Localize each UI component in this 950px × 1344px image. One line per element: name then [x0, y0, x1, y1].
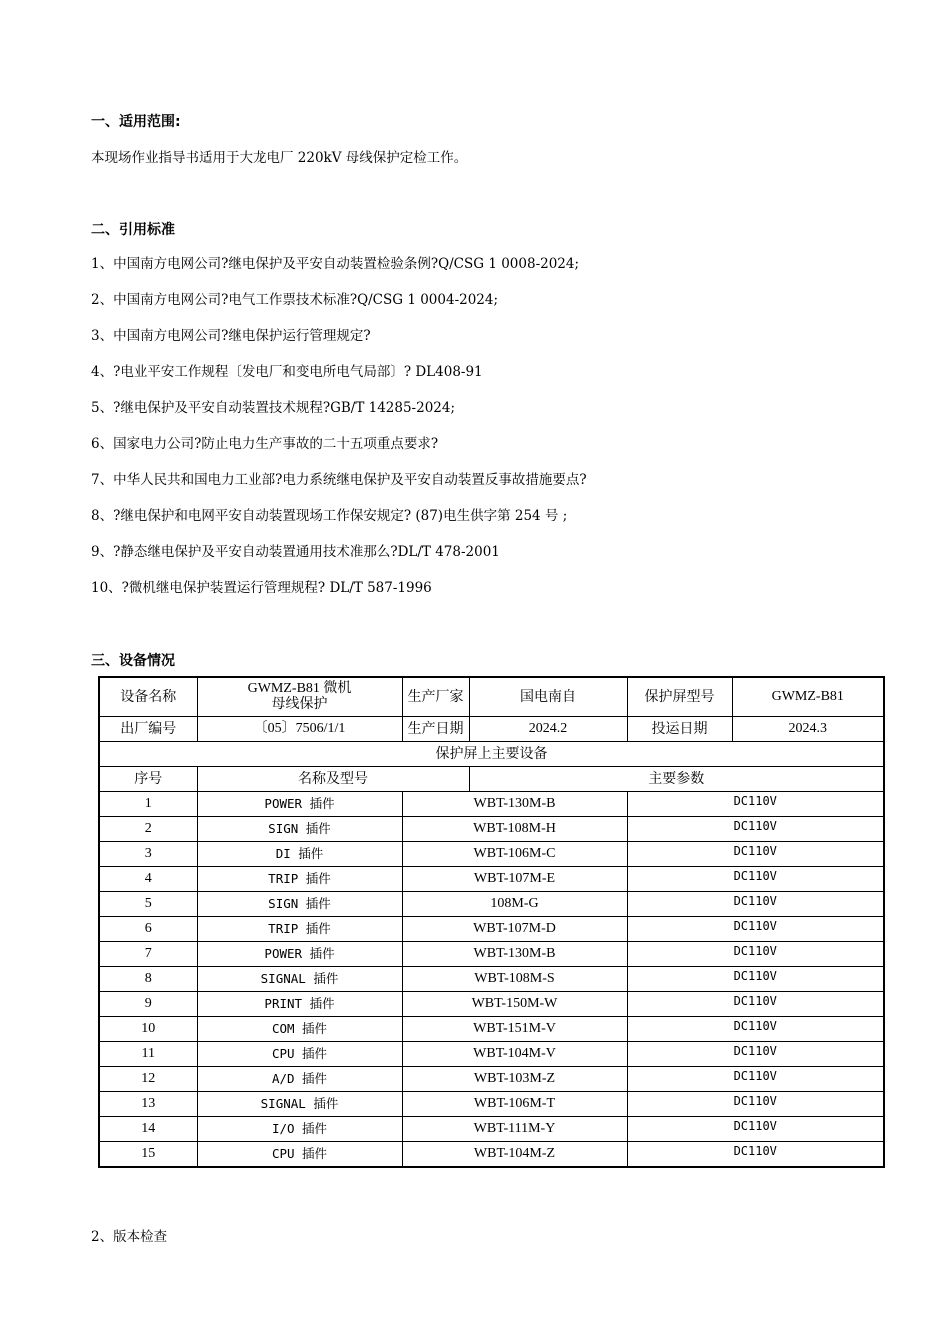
- table-subtitle: 保护屏上主要设备: [99, 742, 884, 767]
- table-row: [99, 1017, 884, 1042]
- row-name: SIGNAL 插件: [197, 1092, 402, 1117]
- row-param: [627, 867, 884, 892]
- row-model: WBT-108M-S: [402, 967, 627, 992]
- row-seq: 3: [99, 842, 197, 867]
- manufacturer-value: 国电南自: [469, 677, 627, 717]
- row-param: [627, 1017, 884, 1042]
- reference-item: 1、中国南方电网公司?继电保护及平安自动装置检验条例?Q/CSG 1 0008-2024;: [91, 256, 580, 272]
- row-param: [627, 1117, 884, 1142]
- row-seq: 15: [99, 1142, 197, 1168]
- row-param-value: DC110V: [733, 1144, 777, 1158]
- row-model: WBT-106M-T: [402, 1092, 627, 1117]
- equipment-table: [98, 676, 885, 1168]
- serial-label: 出厂编号: [99, 717, 197, 742]
- table-row: [99, 942, 884, 967]
- row-model: 108M-G: [402, 892, 627, 917]
- device-name-line1: GWMZ-B81 微机: [247, 681, 352, 696]
- table-row: [99, 1067, 884, 1092]
- version-check-heading: 2、版本检查: [91, 1229, 168, 1245]
- col-params-header: 主要参数: [469, 767, 884, 792]
- reference-item: 8、?继电保护和电网平安自动装置现场工作保安规定? (87)电生供字第 254 号 ;: [91, 508, 568, 524]
- table-row: [99, 1142, 884, 1168]
- section-1-heading: 一、适用范围:: [91, 114, 181, 130]
- row-param-value: DC110V: [733, 1019, 777, 1033]
- reference-item: 7、中华人民共和国电力工业部?电力系统继电保护及平安自动装置反事故措施要点?: [91, 472, 587, 488]
- row-name: PRINT 插件: [197, 992, 402, 1017]
- row-name: I/O 插件: [197, 1117, 402, 1142]
- row-model: WBT-107M-D: [402, 917, 627, 942]
- row-param: [627, 792, 884, 817]
- row-seq: 10: [99, 1017, 197, 1042]
- row-param-value: DC110V: [733, 1094, 777, 1108]
- row-name: A/D 插件: [197, 1067, 402, 1092]
- row-model: WBT-150M-W: [402, 992, 627, 1017]
- row-param-value: DC110V: [733, 969, 777, 983]
- row-seq: 6: [99, 917, 197, 942]
- row-name: POWER 插件: [197, 942, 402, 967]
- reference-item: 10、?微机继电保护装置运行管理规程? DL/T 587-1996: [91, 580, 432, 596]
- row-seq: 13: [99, 1092, 197, 1117]
- row-name: SIGNAL 插件: [197, 967, 402, 992]
- commission-date-label: 投运日期: [627, 717, 732, 742]
- row-param: [627, 942, 884, 967]
- table-subtitle-row: [99, 742, 884, 767]
- row-model: WBT-130M-B: [402, 942, 627, 967]
- row-model: WBT-104M-Z: [402, 1142, 627, 1168]
- col-seq-header: 序号: [99, 767, 197, 792]
- reference-item: 4、?电业平安工作规程〔发电厂和变电所电气局部〕? DL408-91: [91, 364, 483, 380]
- row-model: WBT-111M-Y: [402, 1117, 627, 1142]
- row-seq: 1: [99, 792, 197, 817]
- row-model: WBT-151M-V: [402, 1017, 627, 1042]
- manufacturer-label: 生产厂家: [402, 677, 469, 717]
- prod-date-value: 2024.2: [469, 717, 627, 742]
- row-param: [627, 817, 884, 842]
- row-param: [627, 1067, 884, 1092]
- row-model: WBT-104M-V: [402, 1042, 627, 1067]
- row-param-value: DC110V: [733, 944, 777, 958]
- col-name-model-header: 名称及型号: [197, 767, 469, 792]
- reference-item: 6、国家电力公司?防止电力生产事故的二十五项重点要求?: [91, 436, 439, 452]
- table-column-header-row: [99, 767, 884, 792]
- table-row: [99, 792, 884, 817]
- table-row: [99, 992, 884, 1017]
- commission-date-value: 2024.3: [732, 717, 884, 742]
- row-model: WBT-108M-H: [402, 817, 627, 842]
- row-param: [627, 967, 884, 992]
- row-seq: 5: [99, 892, 197, 917]
- row-name: SIGN 插件: [197, 817, 402, 842]
- screen-model-label: 保护屏型号: [627, 677, 732, 717]
- row-param: [627, 892, 884, 917]
- serial-value: 〔05〕7506/1/1: [197, 717, 402, 742]
- row-seq: 8: [99, 967, 197, 992]
- row-param: [627, 842, 884, 867]
- row-name: POWER 插件: [197, 792, 402, 817]
- row-param-value: DC110V: [733, 1119, 777, 1133]
- row-model: WBT-106M-C: [402, 842, 627, 867]
- row-param-value: DC110V: [733, 844, 777, 858]
- row-seq: 14: [99, 1117, 197, 1142]
- row-seq: 7: [99, 942, 197, 967]
- table-info-row: [99, 717, 884, 742]
- table-row: [99, 817, 884, 842]
- row-param-value: DC110V: [733, 794, 777, 808]
- section-1-text: 本现场作业指导书适用于大龙电厂 220kV 母线保护定检工作。: [91, 150, 468, 166]
- row-model: WBT-103M-Z: [402, 1067, 627, 1092]
- row-seq: 2: [99, 817, 197, 842]
- prod-date-label: 生产日期: [402, 717, 469, 742]
- row-seq: 4: [99, 867, 197, 892]
- row-param-value: DC110V: [733, 919, 777, 933]
- row-param: [627, 1092, 884, 1117]
- table-row: [99, 1117, 884, 1142]
- reference-item: 5、?继电保护及平安自动装置技术规程?GB/T 14285-2024;: [91, 400, 456, 416]
- row-seq: 12: [99, 1067, 197, 1092]
- row-param: [627, 1042, 884, 1067]
- reference-item: 9、?静态继电保护及平安自动装置通用技术准那么?DL/T 478-2001: [91, 544, 500, 560]
- device-name-label: 设备名称: [99, 677, 197, 717]
- row-param-value: DC110V: [733, 1044, 777, 1058]
- row-name: TRIP 插件: [197, 917, 402, 942]
- reference-item: 2、中国南方电网公司?电气工作票技术标准?Q/CSG 1 0004-2024;: [91, 292, 499, 308]
- row-name: DI 插件: [197, 842, 402, 867]
- row-name: TRIP 插件: [197, 867, 402, 892]
- screen-model-value: GWMZ-B81: [732, 677, 884, 717]
- row-param-value: DC110V: [733, 994, 777, 1008]
- row-param: [627, 1142, 884, 1168]
- reference-standards-list: [91, 254, 587, 614]
- device-name-line2: 母线保护: [271, 697, 328, 712]
- table-row: [99, 892, 884, 917]
- table-row: [99, 967, 884, 992]
- row-seq: 11: [99, 1042, 197, 1067]
- table-row: [99, 917, 884, 942]
- table-row: [99, 867, 884, 892]
- row-param: [627, 992, 884, 1017]
- row-seq: 9: [99, 992, 197, 1017]
- row-name: SIGN 插件: [197, 892, 402, 917]
- row-model: WBT-130M-B: [402, 792, 627, 817]
- row-param-value: DC110V: [733, 869, 777, 883]
- device-name-value: [197, 677, 402, 717]
- table-row: [99, 1042, 884, 1067]
- row-param: [627, 917, 884, 942]
- table-header-row: [99, 677, 884, 717]
- row-name: CPU 插件: [197, 1142, 402, 1168]
- section-2-heading: 二、引用标准: [91, 222, 175, 238]
- row-param-value: DC110V: [733, 819, 777, 833]
- row-name: CPU 插件: [197, 1042, 402, 1067]
- row-model: WBT-107M-E: [402, 867, 627, 892]
- row-name: COM 插件: [197, 1017, 402, 1042]
- table-row: [99, 842, 884, 867]
- reference-item: 3、中国南方电网公司?继电保护运行管理规定?: [91, 328, 371, 344]
- row-param-value: DC110V: [733, 894, 777, 908]
- section-3-heading: 三、设备情况: [91, 653, 175, 669]
- row-param-value: DC110V: [733, 1069, 777, 1083]
- table-row: [99, 1092, 884, 1117]
